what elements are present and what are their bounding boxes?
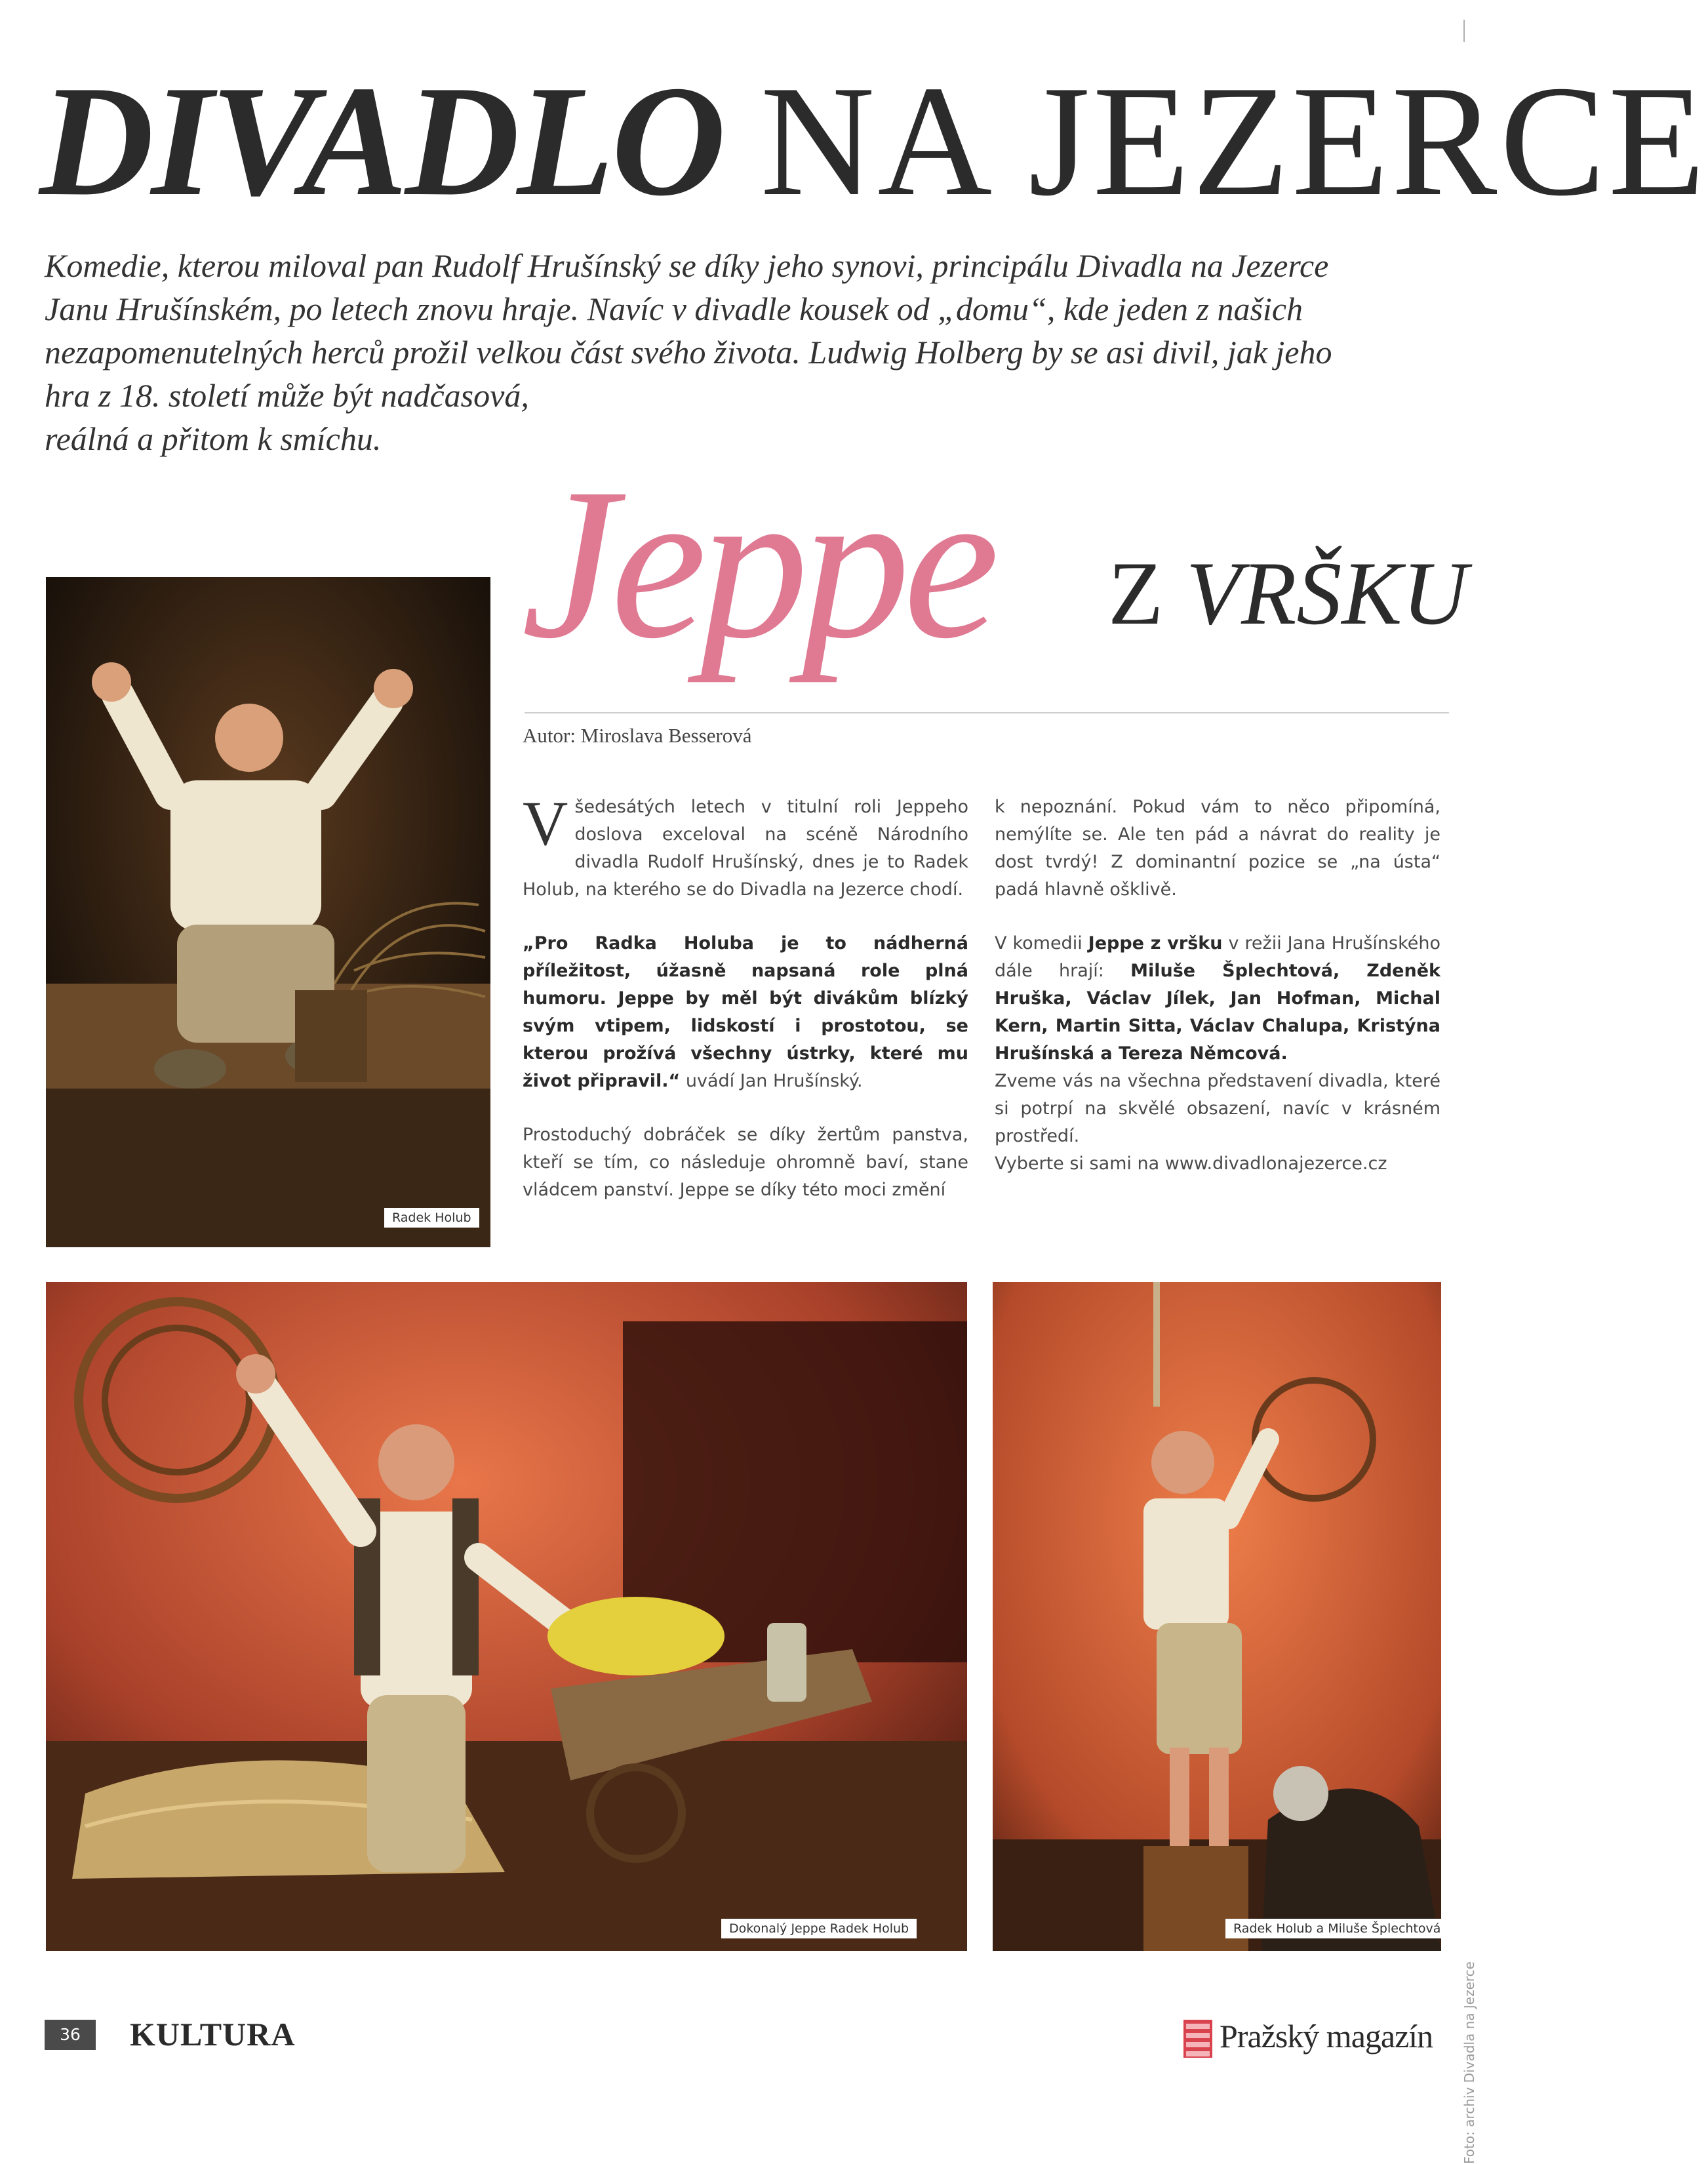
lead-paragraph xyxy=(45,244,1441,460)
column-1-paragraph-3: Prostoduchý dobráček se díky žertům panstva, kteří se tím, co následuje ohromně baví, stane vládcem panství. Jeppe se díky této moci změní xyxy=(523,1125,968,1200)
title-z: Z xyxy=(1108,543,1164,643)
photo-3-caption: Radek Holub a Miluše Šplechtová xyxy=(1225,1919,1448,1938)
page-headline xyxy=(39,53,1708,229)
lead-line: nezapomenutelných herců prožil velkou část svého života. Ludwig Holberg by se asi divil, jak jeho xyxy=(45,334,1332,371)
quote-bold: „Pro Radka Holuba je to nádherná příležitost, úžasně napsaná role plná humoru. Jeppe by měl být divákům blízký svým vtipem, lidskostí i prostotou, se kterou prožívá všechny ústrky, které mu život připravil.“ xyxy=(523,933,968,1091)
magazine-logo-icon xyxy=(1183,2020,1212,2058)
column-2-paragraph-2 xyxy=(995,930,1440,1068)
section-name: KULTURA xyxy=(130,2016,296,2053)
lead-line: Komedie, kterou miloval pan Rudolf Hrušínský se díky jeho synovi, principálu Divadla na Jezerce xyxy=(45,247,1329,284)
article-title-rest xyxy=(1108,541,1468,646)
lead-line: hra z 18. století může být nadčasová, xyxy=(45,377,529,414)
corner-mark xyxy=(1463,20,1465,42)
photo-2-image xyxy=(46,1282,967,1951)
column-1-text-1: šedesátých letech v titulní roli Jeppeho doslova exceloval na scéně Národního divadla Rudolf Hrušínský, dnes je to Radek Holub, na kterého se do Divadla na Jezerce chodí. xyxy=(523,797,968,900)
drop-cap: V xyxy=(523,788,568,858)
photo-3-image xyxy=(993,1282,1441,1951)
lead-line: Janu Hrušínském, po letech znovu hraje. Navíc v divadle kousek od „domu“, kde jeden z našich xyxy=(45,291,1303,327)
magazine-name: Pražský magazín xyxy=(1220,2018,1433,2054)
cast-intro-2: v režii Jana Hrušínského dále hrají: xyxy=(995,933,1440,981)
cast-intro: V komedii xyxy=(995,933,1088,953)
article-title-script: Jeppe xyxy=(521,444,993,683)
title-divider xyxy=(525,712,1449,713)
cast-list: Miluše Šplechtová, Zdeněk Hruška, Václav Jílek, Jan Hofman, Michal Kern, Martin Sitta, Václav Chalupa, Kristýna Hrušínská a Tereza Němcová. xyxy=(995,961,1440,1064)
author-line: Autor: Miroslava Besserová xyxy=(523,724,752,747)
article-column-1 xyxy=(523,788,968,1230)
photo-1-image xyxy=(46,577,490,1247)
headline-part-1: DIVADLO xyxy=(39,53,724,229)
play-title: Jeppe z vršku xyxy=(1088,933,1223,953)
quote-attribution: uvádí Jan Hrušínský. xyxy=(680,1071,863,1091)
photo-holub-splechtova xyxy=(993,1282,1441,1951)
column-2-paragraph-1: k nepoznání. Pokud vám to něco připomíná, nemýlíte se. Ale ten pád a návrat do reality je dost tvrdý! Z dominantní pozice se „na ústa“ padá hlavně ošklivě. xyxy=(995,797,1440,900)
photo-2-caption: Dokonalý Jeppe Radek Holub xyxy=(721,1919,917,1938)
column-1-paragraph-2 xyxy=(523,930,968,1095)
title-vrsku: VRŠKU xyxy=(1185,543,1468,643)
photo-credit: Foto: archiv Divadla na Jezerce xyxy=(1461,1961,1477,2164)
headline-part-2: NA JEZERCE xyxy=(760,53,1708,229)
lead-line: reálná a přitom k smíchu. xyxy=(45,420,382,457)
column-1-paragraph-1 xyxy=(523,788,968,904)
article-column-2 xyxy=(995,793,1440,1204)
page-number: 36 xyxy=(45,2020,96,2050)
photo-1-caption: Radek Holub xyxy=(384,1208,479,1228)
column-2-paragraph-4: Vyberte si sami na www.divadlonajezerce.cz xyxy=(995,1153,1387,1174)
photo-dokonaly-jeppe xyxy=(46,1282,967,1951)
column-2-paragraph-3: Zveme vás na všechna představení divadla, které si potrpí na skvělé obsazení, navíc v krásném prostředí. xyxy=(995,1071,1440,1146)
photo-radek-holub xyxy=(46,577,490,1247)
